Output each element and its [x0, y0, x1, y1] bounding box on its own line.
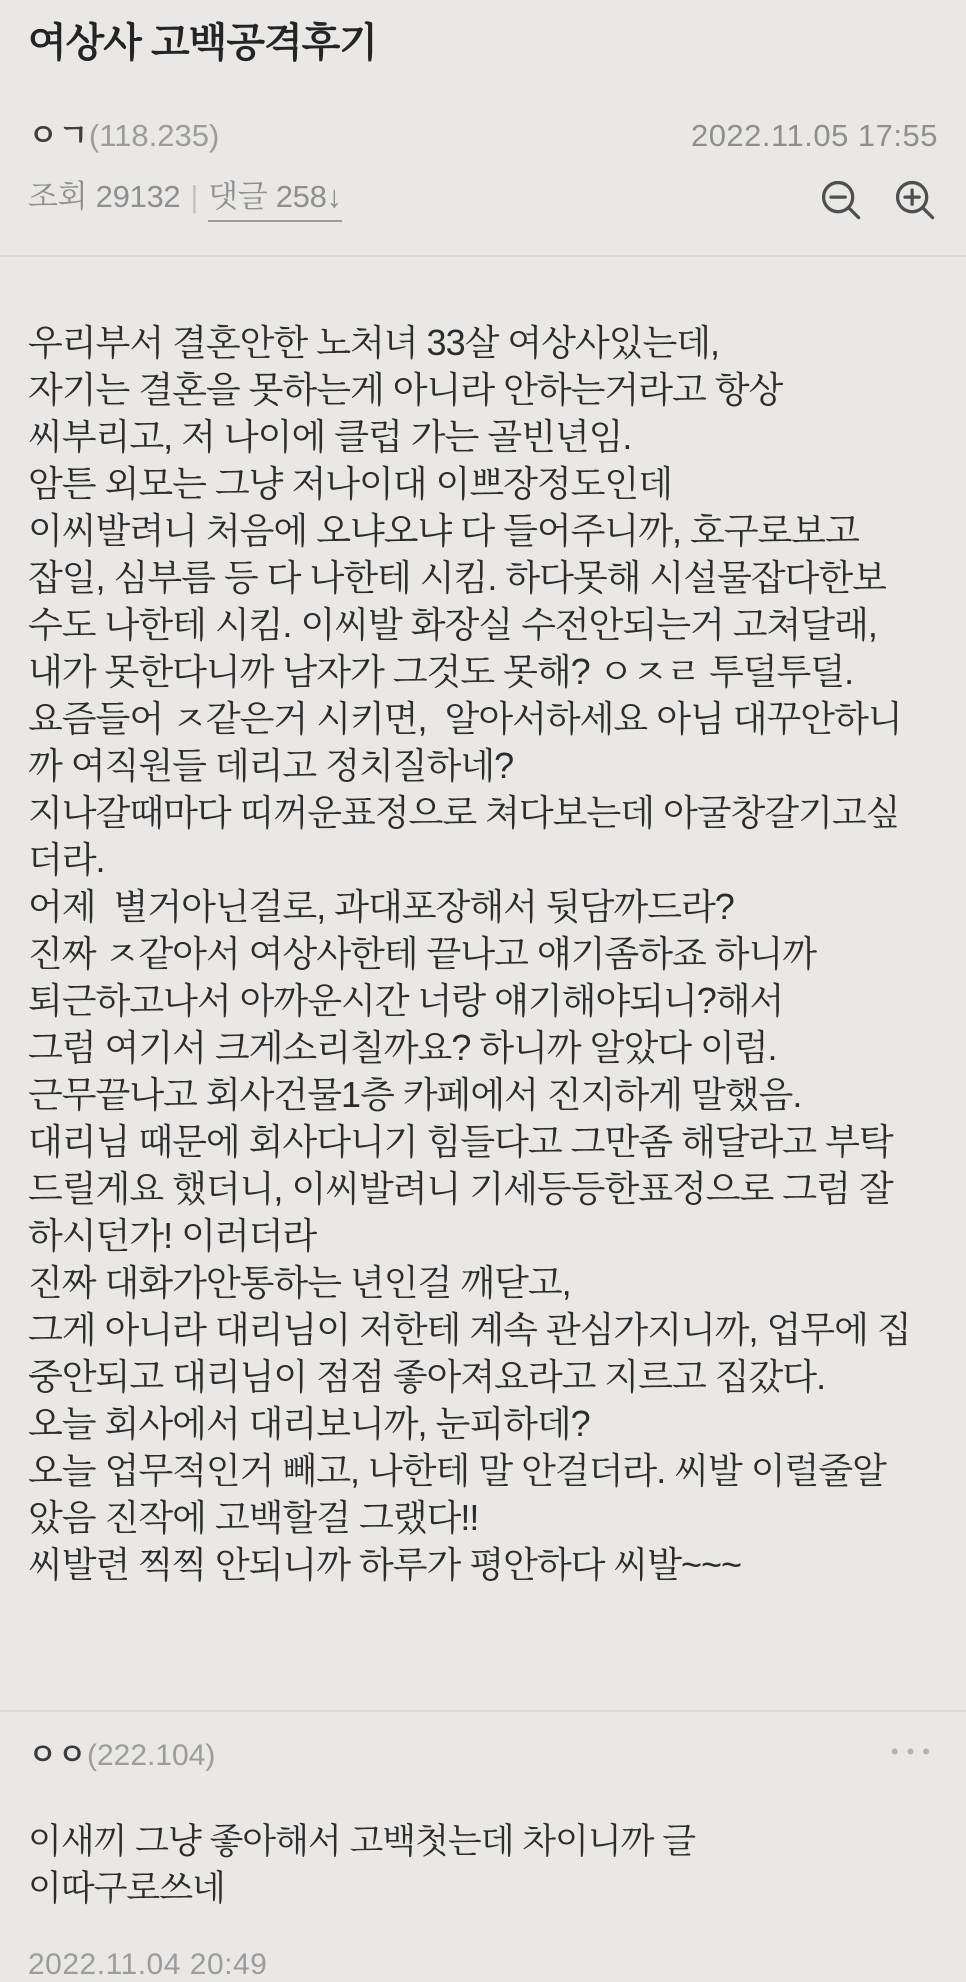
comment-date: 2022.11.04 20:49	[28, 1948, 268, 1981]
author-nickname[interactable]: ㅇㄱ	[28, 118, 89, 153]
text-line: 이씨발려니 처음에 오냐오냐 다 들어주니까, 호구로보고	[28, 510, 859, 551]
header-divider	[0, 255, 966, 257]
text-line: 지나갈때마다 띠꺼운표정으로 쳐다보는데 아굴창갈기고싶	[28, 792, 900, 833]
text-line: 퇴근하고나서 아까운시간 너랑 얘기해야되니?해서	[28, 980, 784, 1021]
comment-header	[28, 1730, 938, 1774]
text-line: 오늘 업무적인거 빼고, 나한테 말 안걸더라. 씨발 이럴줄알	[28, 1450, 886, 1491]
text-line: 잡일, 심부름 등 다 나한테 시킴. 하다못해 시설물잡다한보	[28, 557, 886, 598]
text-line: 암튼 외모는 그냥 저나이대 이쁘장정도인데	[28, 463, 672, 504]
text-line: 자기는 결혼을 못하는게 아니라 안하는거라고 항상	[28, 369, 783, 410]
text-zoom-controls	[818, 177, 938, 223]
text-line: 내가 못한다니까 남자가 그것도 못해? ㅇㅈㄹ 투덜투덜.	[28, 651, 854, 692]
text-line: 드릴게요 했더니, 이씨발려니 기세등등한표정으로 그럼 잘	[28, 1168, 893, 1209]
post-date: 2022.11.05 17:55	[690, 118, 938, 153]
more-options-icon[interactable]: •••	[890, 1739, 938, 1764]
comment-author-info[interactable]	[28, 1730, 215, 1774]
meta-separator: |	[190, 179, 199, 214]
text-line: 대리님 때문에 회사다니기 힘들다고 그만좀 해달라고 부탁	[28, 1121, 893, 1162]
post-meta	[28, 171, 342, 222]
comment-text	[28, 1818, 938, 1912]
text-line: 하시던가! 이러더라	[28, 1215, 317, 1256]
meta-row	[28, 171, 938, 223]
text-line: 이따구로쓰네	[28, 1869, 225, 1908]
text-line: 오늘 회사에서 대리보니까, 눈피하데?	[28, 1403, 590, 1444]
comment-author-nickname[interactable]: ㅇㅇ	[28, 1739, 87, 1772]
text-line: 그게 아니라 대리님이 저한테 계속 관심가지니까, 업무에 집	[28, 1309, 911, 1350]
text-line: 요즘들어 ㅈ같은거 시키면, 알아서하세요 아님 대꾸안하니	[28, 698, 902, 739]
comments-label: 댓글	[208, 179, 268, 214]
views-label: 조회	[28, 179, 88, 214]
text-line: 까 여직원들 데리고 정치질하네?	[28, 745, 514, 786]
text-line: 어제 별거아닌걸로, 과대포장해서 뒷담까드라?	[28, 886, 734, 927]
down-arrow-icon: ↓	[326, 179, 342, 214]
text-line: 진짜 대화가안통하는 년인걸 깨닫고,	[28, 1262, 571, 1303]
zoom-in-icon[interactable]	[892, 177, 938, 223]
author-info[interactable]	[28, 110, 219, 155]
comments-link[interactable]	[208, 171, 342, 222]
text-line: 수도 나한테 시킴. 이씨발 화장실 수전안되는거 고쳐달래,	[28, 604, 877, 645]
zoom-out-icon[interactable]	[818, 177, 864, 223]
page-title: 여상사 고백공격후기	[28, 21, 377, 65]
text-line: 더라.	[28, 839, 105, 880]
text-line: 그럼 여기서 크게소리칠까요? 하니까 알았다 이럼.	[28, 1027, 777, 1068]
comments-count: 258	[275, 179, 327, 214]
views-count: 29132	[95, 179, 181, 214]
text-line: 이새끼 그냥 좋아해서 고백첫는데 차이니까 글	[28, 1822, 696, 1861]
text-line: 았음 진작에 고백할걸 그랬다!!	[28, 1497, 479, 1538]
comment-item	[28, 1712, 938, 1982]
author-ip: (118.235)	[88, 118, 220, 153]
text-line: 우리부서 결혼안한 노처녀 33살 여상사있는데,	[28, 322, 720, 363]
text-line: 근무끝나고 회사건물1층 카페에서 진지하게 말했음.	[28, 1074, 802, 1115]
author-row	[28, 110, 938, 155]
text-line: 씨발련 찍찍 안되니까 하루가 평안하다 씨발~~~	[28, 1544, 742, 1585]
text-line: 씨부리고, 저 나이에 클럽 가는 골빈년임.	[28, 416, 632, 457]
post-body	[28, 319, 938, 1588]
text-line: 진짜 ㅈ같아서 여상사한테 끝나고 얘기좀하죠 하니까	[28, 933, 817, 974]
comment-author-ip: (222.104)	[86, 1739, 216, 1772]
text-line: 중안되고 대리님이 점점 좋아져요라고 지르고 집갔다.	[28, 1356, 826, 1397]
